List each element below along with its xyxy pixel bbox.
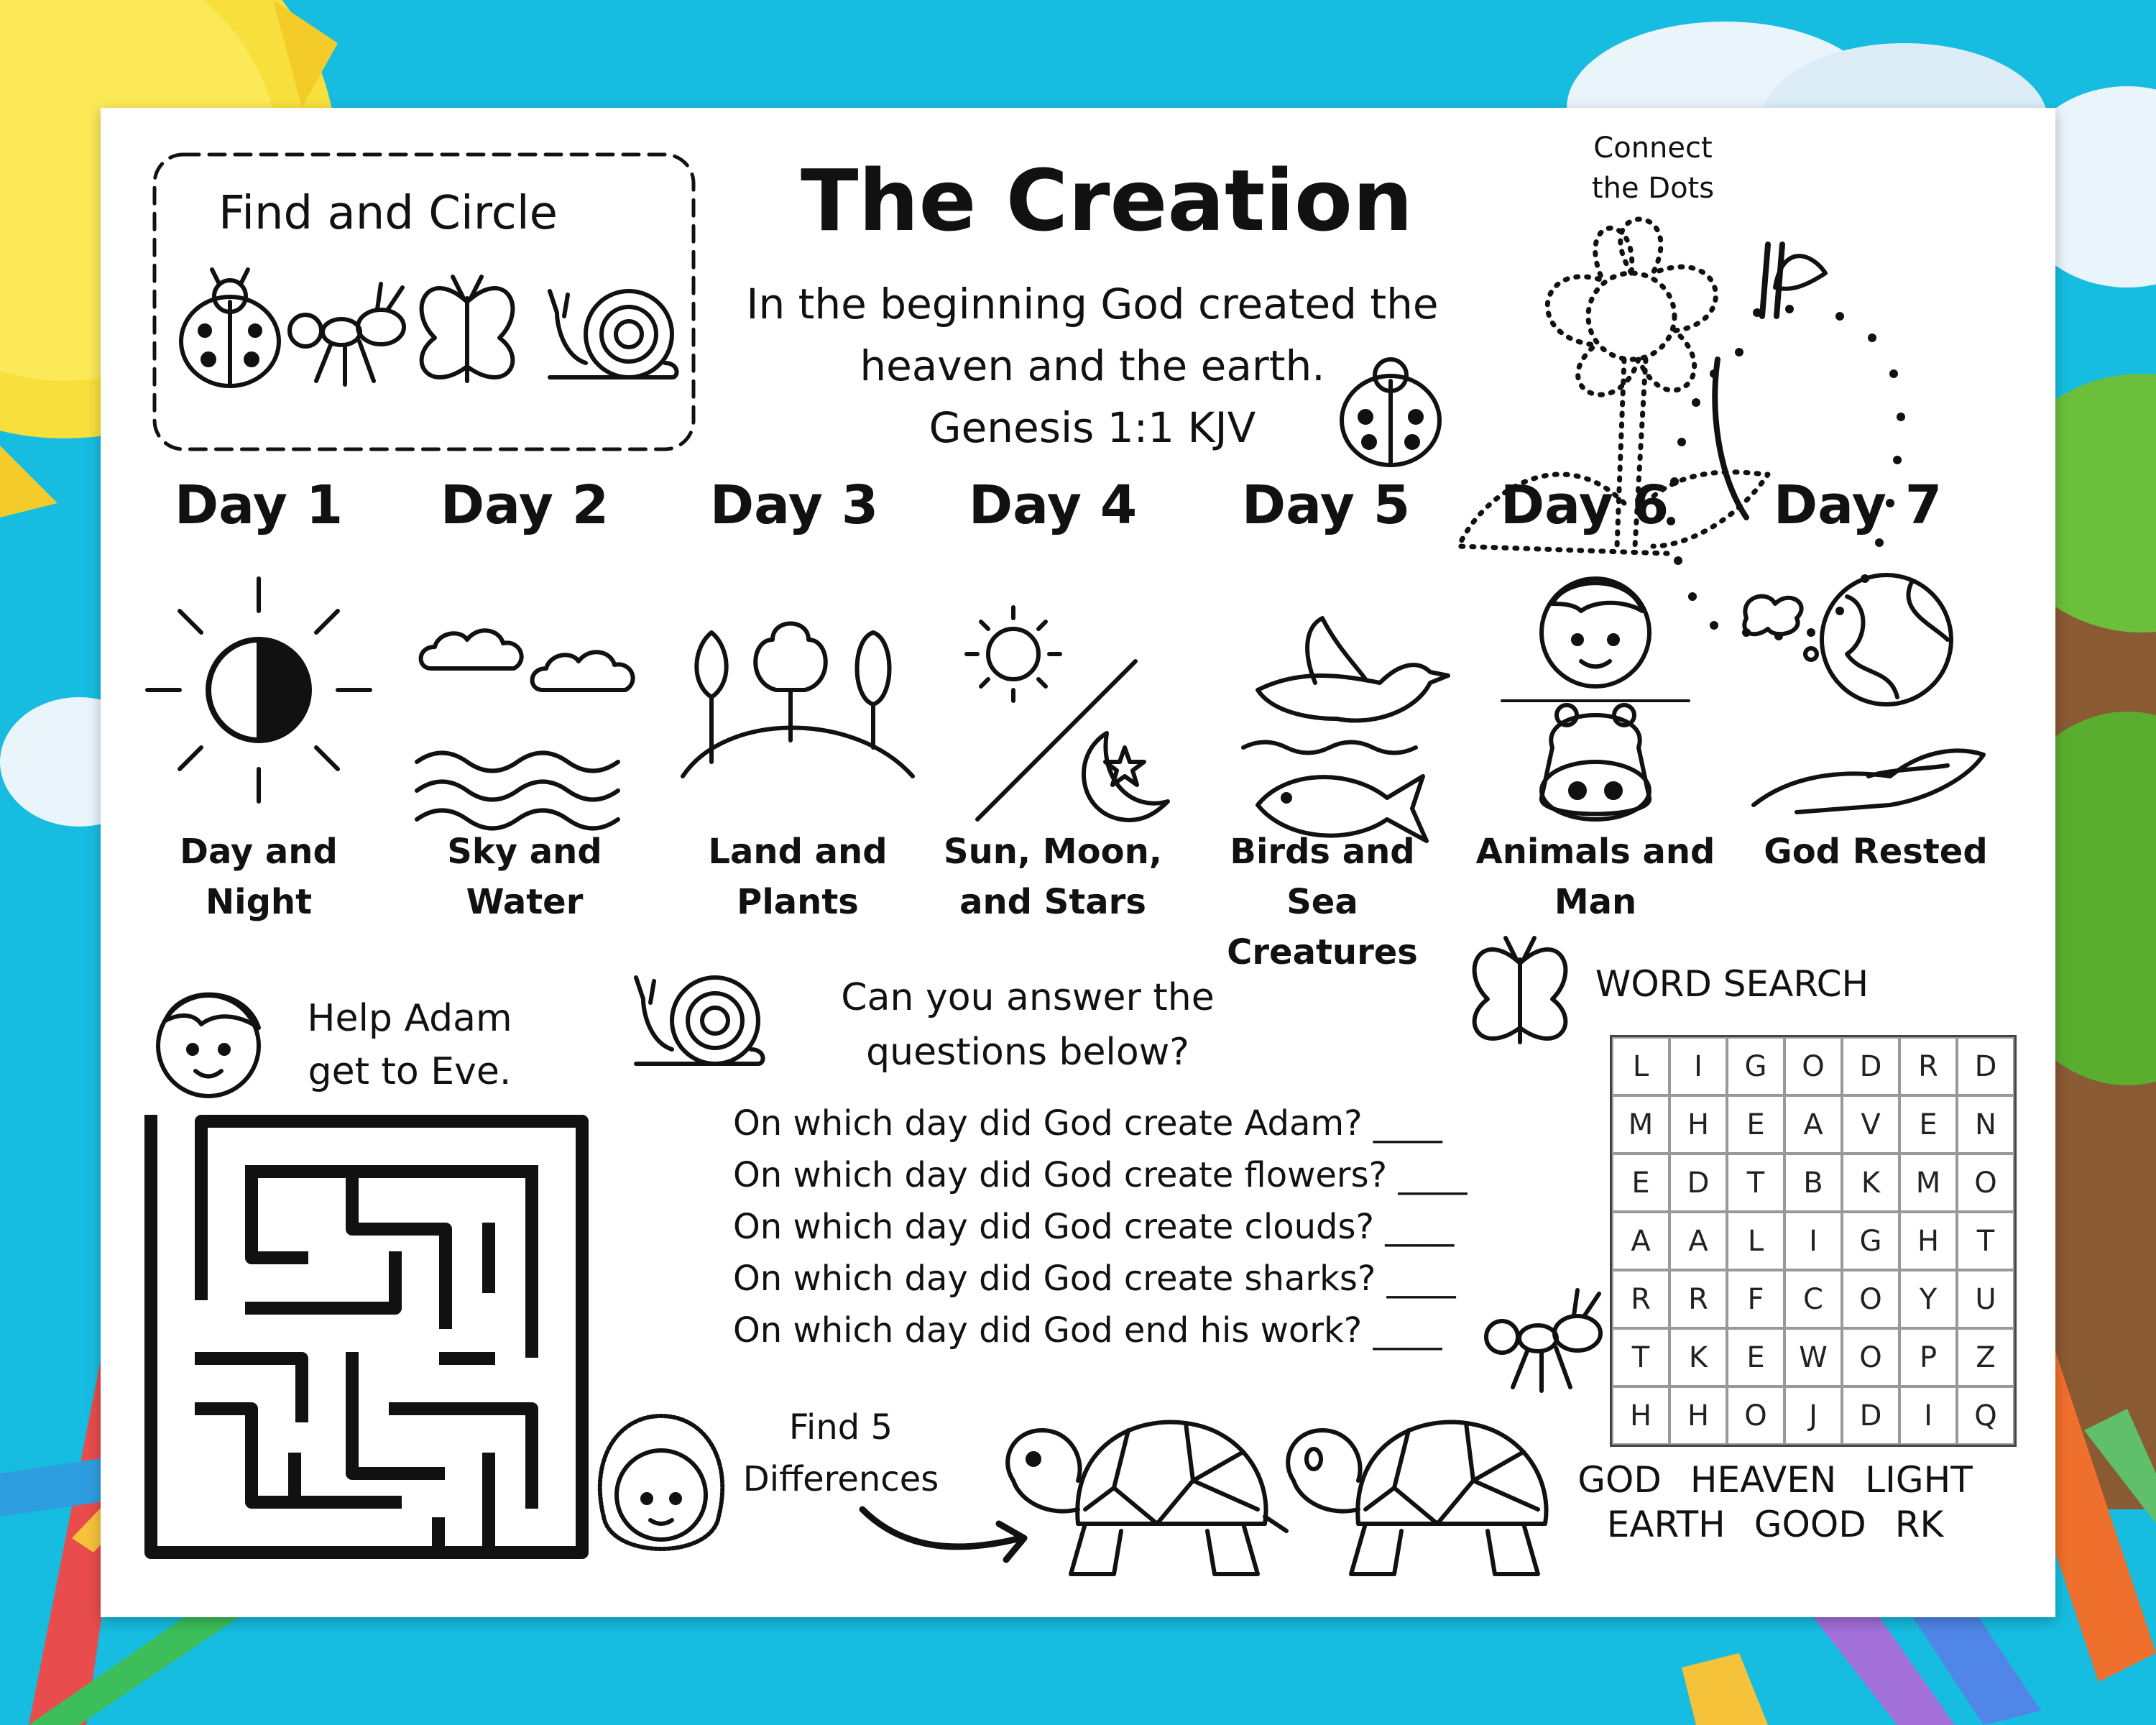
word-search-cell[interactable]: H bbox=[1899, 1212, 1957, 1270]
word-search-cell[interactable]: J bbox=[1784, 1386, 1842, 1445]
word-search-cell[interactable]: L bbox=[1727, 1212, 1784, 1270]
word-search-cell[interactable]: D bbox=[1669, 1154, 1727, 1212]
word-search-cell[interactable]: I bbox=[1784, 1212, 1842, 1270]
connect-the-dots-label: Connect the Dots bbox=[1591, 132, 1715, 205]
day-3-caption: Land and Plants bbox=[708, 832, 888, 922]
bird-fish-icon bbox=[1243, 618, 1448, 841]
word-search-word: GOD bbox=[1577, 1459, 1662, 1501]
activity-sheet bbox=[101, 108, 2055, 1617]
snail-icon bbox=[636, 978, 763, 1064]
day-4-caption: Sun, Moon, and Stars bbox=[944, 832, 1162, 922]
bible-verse bbox=[690, 273, 1495, 459]
sun-day-night-icon bbox=[147, 579, 370, 801]
day-6-caption: Animals and Man bbox=[1475, 832, 1715, 922]
day-2-caption: Sky and Water bbox=[447, 832, 602, 922]
connect-the-dots-apple bbox=[1667, 244, 1905, 640]
find-and-circle-label: Find and Circle bbox=[218, 187, 558, 240]
word-search-cell[interactable]: M bbox=[1899, 1154, 1957, 1212]
word-search-title: WORD SEARCH bbox=[1595, 963, 1869, 1005]
butterfly-icon bbox=[1475, 938, 1566, 1042]
snail-icon bbox=[550, 291, 677, 377]
word-search-cell[interactable]: H bbox=[1669, 1386, 1727, 1445]
word-search-cell[interactable]: O bbox=[1842, 1270, 1899, 1328]
word-search-cell[interactable]: O bbox=[1727, 1386, 1784, 1445]
day-5-label: Day 5 bbox=[1241, 474, 1411, 536]
word-search-cell[interactable]: O bbox=[1784, 1037, 1842, 1095]
adam-face-icon bbox=[158, 995, 259, 1096]
word-search-word: LIGHT bbox=[1865, 1459, 1973, 1501]
eve-face-icon bbox=[600, 1416, 722, 1549]
page-title: The Creation bbox=[801, 151, 1413, 250]
word-search-word-list bbox=[1574, 1459, 1976, 1545]
boy-hippo-icon bbox=[1502, 579, 1689, 819]
maze bbox=[151, 1121, 582, 1552]
word-search-cell[interactable]: R bbox=[1899, 1037, 1957, 1095]
verse-line: In the beginning God created the bbox=[746, 280, 1439, 328]
questions-heading: Can you answer the questions below? bbox=[841, 976, 1215, 1074]
day-5-caption: Birds and Sea Creatures bbox=[1227, 832, 1418, 972]
day-2-label: Day 2 bbox=[440, 474, 609, 536]
day-7-caption: God Rested bbox=[1764, 832, 1988, 872]
clouds-water-icon bbox=[417, 630, 633, 828]
word-search-cell[interactable]: D bbox=[1957, 1037, 2014, 1095]
day-1-label: Day 1 bbox=[174, 474, 344, 536]
ladybug-icon bbox=[181, 270, 279, 386]
word-search-word: HEAVEN bbox=[1690, 1459, 1837, 1501]
word-search-cell[interactable]: D bbox=[1842, 1037, 1899, 1095]
question-item: On which day did God end his work? ____ bbox=[733, 1310, 1442, 1351]
maze-label: Help Adam get to Eve. bbox=[307, 997, 512, 1093]
day-7-label: Day 7 bbox=[1773, 474, 1943, 536]
turtle-right-icon bbox=[1288, 1422, 1546, 1574]
word-search-cell[interactable]: V bbox=[1842, 1095, 1899, 1154]
question-item: On which day did God create sharks? ____ bbox=[733, 1259, 1456, 1299]
word-search-word: EARTH bbox=[1606, 1504, 1726, 1545]
word-search-cell[interactable]: H bbox=[1612, 1386, 1669, 1445]
sun-moon-star-icon bbox=[967, 607, 1168, 820]
day-6-label: Day 6 bbox=[1500, 474, 1669, 536]
word-search-cell[interactable]: M bbox=[1612, 1095, 1669, 1154]
day-3-label: Day 3 bbox=[709, 474, 879, 536]
word-search-cell[interactable]: A bbox=[1612, 1212, 1669, 1270]
word-search-cell[interactable]: B bbox=[1784, 1154, 1842, 1212]
word-search-word: RK bbox=[1894, 1504, 1944, 1545]
arrow-icon bbox=[862, 1509, 1024, 1560]
question-item: On which day did God create clouds? ____ bbox=[733, 1207, 1455, 1247]
ant-icon bbox=[290, 284, 404, 385]
word-search-cell[interactable]: Y bbox=[1899, 1270, 1957, 1328]
word-search-cell[interactable]: K bbox=[1669, 1328, 1727, 1386]
word-search-cell[interactable]: G bbox=[1727, 1037, 1784, 1095]
word-search-cell[interactable]: K bbox=[1842, 1154, 1899, 1212]
word-search-cell[interactable]: H bbox=[1669, 1095, 1727, 1154]
word-search-cell[interactable]: I bbox=[1669, 1037, 1727, 1095]
word-search-cell[interactable]: E bbox=[1899, 1095, 1957, 1154]
word-search-grid bbox=[1610, 1035, 2017, 1447]
trees-hill-icon bbox=[683, 624, 913, 777]
word-search-cell[interactable]: L bbox=[1612, 1037, 1669, 1095]
word-search-cell[interactable]: A bbox=[1669, 1212, 1727, 1270]
word-search-cell[interactable]: A bbox=[1784, 1095, 1842, 1154]
verse-line: heaven and the earth. bbox=[860, 341, 1325, 390]
word-search-cell[interactable]: P bbox=[1899, 1328, 1957, 1386]
day-1-caption: Day and Night bbox=[180, 832, 338, 922]
word-search-cell[interactable]: E bbox=[1727, 1095, 1784, 1154]
find-differences-label: Find 5 Differences bbox=[742, 1407, 939, 1499]
word-search-cell[interactable]: O bbox=[1842, 1328, 1899, 1386]
word-search-cell[interactable]: E bbox=[1612, 1154, 1669, 1212]
word-search-cell[interactable]: E bbox=[1727, 1328, 1784, 1386]
word-search-cell[interactable]: G bbox=[1842, 1212, 1899, 1270]
verse-reference: Genesis 1:1 KJV bbox=[929, 403, 1256, 452]
word-search-cell[interactable]: W bbox=[1784, 1328, 1842, 1386]
question-item: On which day did God create Adam? ____ bbox=[733, 1103, 1442, 1144]
word-search-cell[interactable]: T bbox=[1727, 1154, 1784, 1212]
word-search-cell[interactable]: C bbox=[1784, 1270, 1842, 1328]
word-search-cell[interactable]: Z bbox=[1957, 1328, 2014, 1386]
butterfly-icon bbox=[422, 277, 513, 381]
word-search-cell[interactable]: O bbox=[1957, 1154, 2014, 1212]
word-search-cell[interactable]: D bbox=[1842, 1386, 1899, 1445]
word-search-cell[interactable]: T bbox=[1957, 1212, 2014, 1270]
word-search-cell[interactable]: R bbox=[1669, 1270, 1727, 1328]
word-search-cell[interactable]: Q bbox=[1957, 1386, 2014, 1445]
word-search-cell[interactable]: T bbox=[1612, 1328, 1669, 1386]
word-search-cell[interactable]: F bbox=[1727, 1270, 1784, 1328]
question-item: On which day did God create flowers? ____ bbox=[733, 1155, 1468, 1195]
turtle-left-icon bbox=[1008, 1422, 1286, 1574]
day-4-label: Day 4 bbox=[968, 474, 1138, 536]
word-search-cell[interactable]: I bbox=[1899, 1386, 1957, 1445]
word-search-cell[interactable]: R bbox=[1612, 1270, 1669, 1328]
word-search-cell[interactable]: N bbox=[1957, 1095, 2014, 1154]
globe-hand-icon bbox=[1744, 575, 1984, 812]
word-search-cell[interactable]: U bbox=[1957, 1270, 2014, 1328]
word-search-word: GOOD bbox=[1754, 1504, 1866, 1545]
